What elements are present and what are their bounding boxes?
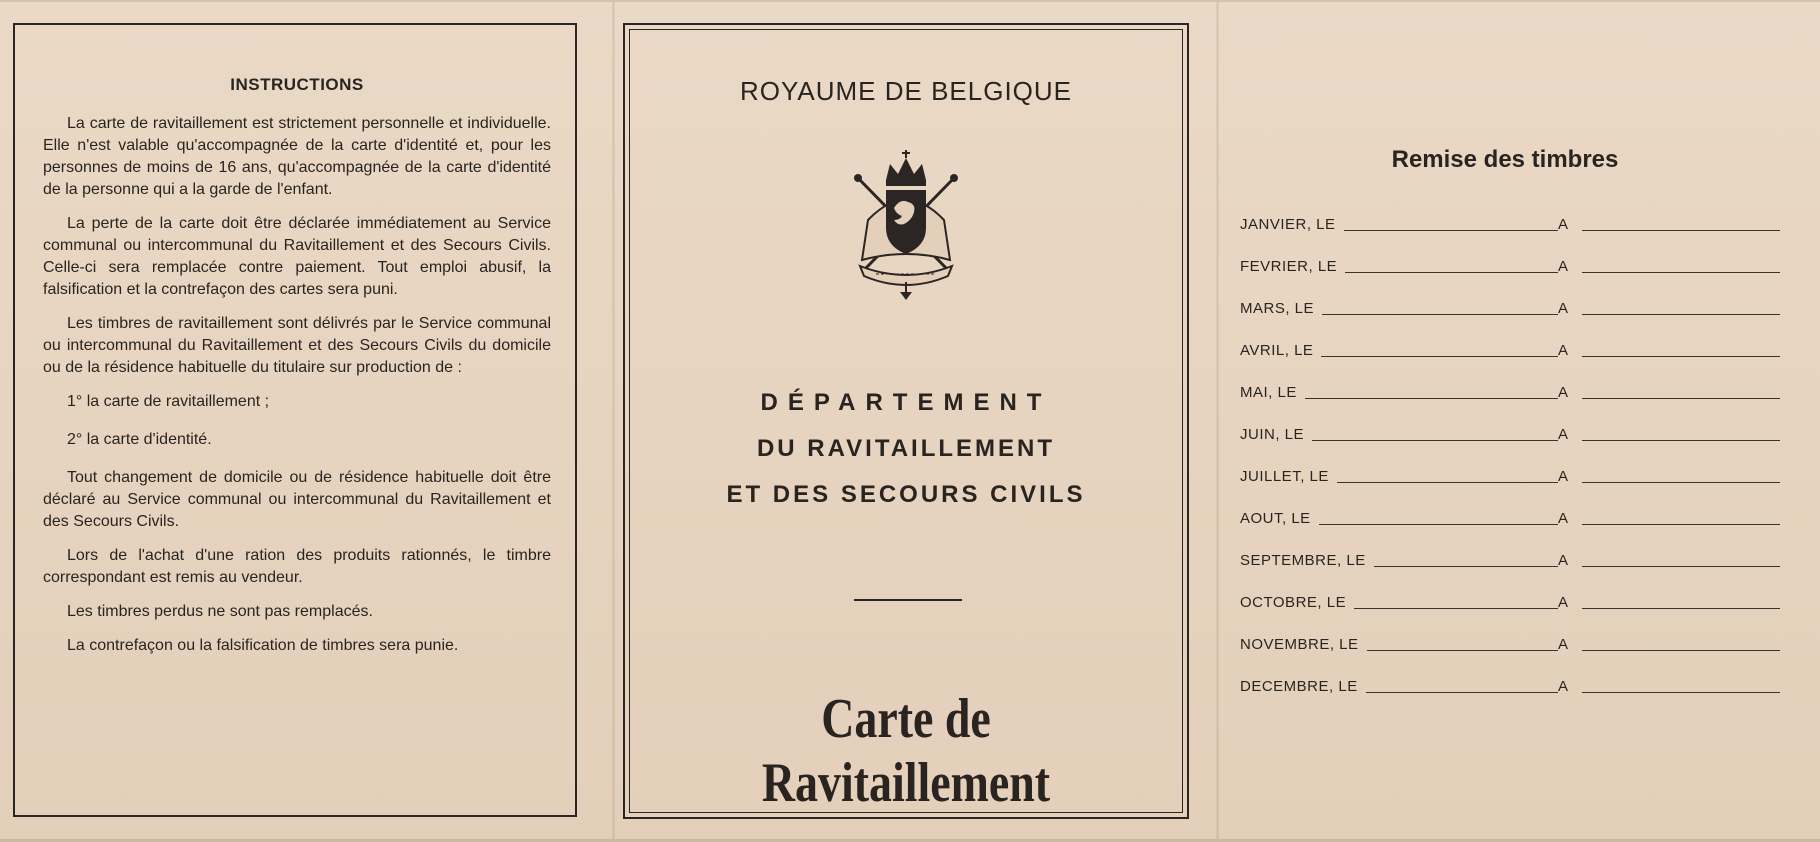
place-blank-line[interactable] bbox=[1582, 608, 1780, 609]
month-row bbox=[1240, 510, 1780, 552]
month-row bbox=[1240, 468, 1780, 510]
place-label: A bbox=[1558, 342, 1569, 359]
belgian-coat-of-arms-icon bbox=[846, 150, 966, 300]
place-blank-line[interactable] bbox=[1582, 650, 1780, 651]
month-row bbox=[1240, 636, 1780, 678]
cover-panel bbox=[623, 23, 1189, 819]
place-label: A bbox=[1558, 636, 1569, 653]
date-blank-line[interactable] bbox=[1337, 482, 1558, 483]
date-blank-line[interactable] bbox=[1344, 230, 1558, 231]
instruction-paragraph: Les timbres perdus ne sont pas remplacés. bbox=[67, 603, 373, 620]
month-label: MARS, LE bbox=[1240, 300, 1315, 317]
cover-inner-frame bbox=[629, 29, 1183, 813]
department-line-1: DÉPARTEMENT bbox=[760, 389, 1052, 416]
month-row bbox=[1240, 552, 1780, 594]
date-blank-line[interactable] bbox=[1319, 524, 1558, 525]
place-label: A bbox=[1558, 468, 1569, 485]
month-row bbox=[1240, 594, 1780, 636]
fold-crease-right bbox=[1216, 2, 1219, 839]
instruction-paragraph: Lors de l'achat d'une ration des produits rationnés, le timbre correspondant est remis au vendeur. bbox=[43, 547, 551, 586]
month-label: MAI, LE bbox=[1240, 384, 1297, 401]
place-label: A bbox=[1558, 216, 1569, 233]
instruction-paragraph: Les timbres de ravitaillement sont délivrés par le Service communal ou intercommunal du Ravitaillement et des Secours Civils du domicile ou de la résidence habituelle du titulaire sur production de : bbox=[43, 315, 551, 376]
month-row bbox=[1240, 342, 1780, 384]
place-blank-line[interactable] bbox=[1582, 482, 1780, 483]
place-label: A bbox=[1558, 300, 1569, 317]
place-label: A bbox=[1558, 384, 1569, 401]
department-line-3: ET DES SECOURS CIVILS bbox=[726, 481, 1086, 508]
month-row bbox=[1240, 216, 1780, 258]
place-label: A bbox=[1558, 678, 1569, 695]
month-label: AOUT, LE bbox=[1240, 510, 1311, 527]
date-blank-line[interactable] bbox=[1322, 314, 1558, 315]
month-label: NOVEMBRE, LE bbox=[1240, 636, 1359, 653]
month-row bbox=[1240, 258, 1780, 300]
place-blank-line[interactable] bbox=[1582, 356, 1780, 357]
date-blank-line[interactable] bbox=[1366, 692, 1558, 693]
instruction-paragraph: La contrefaçon ou la falsification de timbres sera punie. bbox=[67, 637, 459, 654]
date-blank-line[interactable] bbox=[1367, 650, 1558, 651]
department-heading bbox=[630, 380, 1182, 518]
date-blank-line[interactable] bbox=[1354, 608, 1558, 609]
month-label: JANVIER, LE bbox=[1240, 216, 1336, 233]
fold-crease-left bbox=[612, 2, 615, 839]
divider-rule bbox=[854, 599, 962, 601]
month-row bbox=[1240, 678, 1780, 720]
place-label: A bbox=[1558, 510, 1569, 527]
instruction-paragraph: Tout changement de domicile ou de résidence habituelle doit être déclaré au Service communal ou intercommunal du Ravitaillement et des Secours Civils. bbox=[43, 469, 551, 530]
place-label: A bbox=[1558, 594, 1569, 611]
month-row bbox=[1240, 300, 1780, 342]
month-label: JUIN, LE bbox=[1240, 426, 1305, 443]
department-line-2: DU RAVITAILLEMENT bbox=[756, 435, 1056, 462]
month-row bbox=[1240, 384, 1780, 426]
instruction-list-item: 2° la carte d'identité. bbox=[67, 431, 212, 448]
place-label: A bbox=[1558, 258, 1569, 275]
month-row bbox=[1240, 426, 1780, 468]
stamps-heading: Remise des timbres bbox=[1391, 146, 1619, 173]
instruction-paragraph: La perte de la carte doit être déclarée immédiatement au Service communal ou intercommunal du Ravitaillement et des Secours Civils. Celle-ci sera remplacée contre paiement. Tout emploi abusif, la falsification et la contrefaçon des cartes sera puni. bbox=[43, 215, 551, 298]
instruction-list-item: 1° la carte de ravitaillement ; bbox=[67, 393, 270, 410]
place-blank-line[interactable] bbox=[1582, 230, 1780, 231]
instructions-panel bbox=[13, 23, 577, 817]
card-title: Carte de Ravitaillement bbox=[761, 688, 1051, 814]
month-label: SEPTEMBRE, LE bbox=[1240, 552, 1366, 569]
place-blank-line[interactable] bbox=[1582, 440, 1780, 441]
place-label: A bbox=[1558, 426, 1569, 443]
instructions-heading: INSTRUCTIONS bbox=[230, 75, 364, 94]
kingdom-heading: ROYAUME DE BELGIQUE bbox=[739, 76, 1073, 106]
place-blank-line[interactable] bbox=[1582, 398, 1780, 399]
month-label: DECEMBRE, LE bbox=[1240, 678, 1358, 695]
month-label: FEVRIER, LE bbox=[1240, 258, 1338, 275]
place-blank-line[interactable] bbox=[1582, 524, 1780, 525]
months-list bbox=[1240, 216, 1780, 720]
date-blank-line[interactable] bbox=[1305, 398, 1558, 399]
place-blank-line[interactable] bbox=[1582, 566, 1780, 567]
date-blank-line[interactable] bbox=[1374, 566, 1558, 567]
date-blank-line[interactable] bbox=[1345, 272, 1558, 273]
place-label: A bbox=[1558, 552, 1569, 569]
instruction-paragraph: La carte de ravitaillement est strictement personnelle et individuelle. Elle n'est valable qu'accompagnée de la carte d'identité et, pour les personnes de moins de 16 ans, qu'accompagnée de la carte d'identité de la personne qui a la garde de l'enfant. bbox=[43, 115, 551, 198]
month-label: OCTOBRE, LE bbox=[1240, 594, 1347, 611]
month-label: AVRIL, LE bbox=[1240, 342, 1314, 359]
date-blank-line[interactable] bbox=[1321, 356, 1558, 357]
place-blank-line[interactable] bbox=[1582, 272, 1780, 273]
place-blank-line[interactable] bbox=[1582, 314, 1780, 315]
month-label: JUILLET, LE bbox=[1240, 468, 1329, 485]
date-blank-line[interactable] bbox=[1312, 440, 1558, 441]
place-blank-line[interactable] bbox=[1582, 692, 1780, 693]
